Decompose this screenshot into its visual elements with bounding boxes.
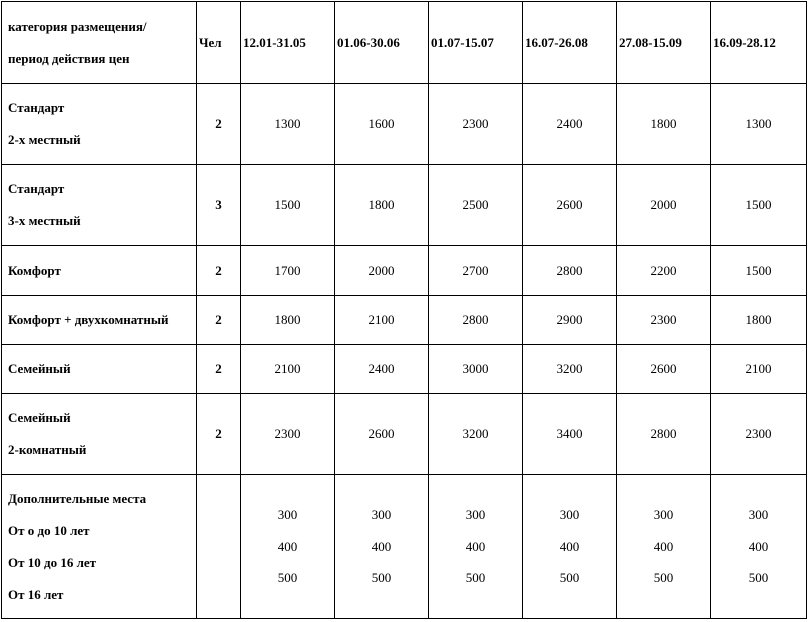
- price-cell: 2500: [429, 165, 523, 246]
- room-category-line1: Комфорт + двухкомнатный: [8, 312, 169, 327]
- extra-price-value: 400: [371, 538, 392, 554]
- extra-price-cell: [241, 475, 335, 619]
- price-cell: 2100: [241, 345, 335, 394]
- price-cell: 1700: [241, 246, 335, 296]
- header-period: 01.06-30.06: [335, 2, 429, 84]
- extra-price-value: 300: [465, 507, 486, 523]
- price-cell: 1300: [241, 84, 335, 165]
- extra-price-cell: [617, 475, 711, 619]
- extra-price-value: 300: [559, 507, 580, 523]
- price-cell: 2400: [335, 345, 429, 394]
- header-period: 16.07-26.08: [523, 2, 617, 84]
- price-cell: 2300: [617, 296, 711, 345]
- price-cell: 2400: [523, 84, 617, 165]
- extra-places-category: [2, 475, 197, 619]
- extra-price-value: 400: [277, 538, 298, 554]
- header-period: 12.01-31.05: [241, 2, 335, 84]
- extra-price-cell: [523, 475, 617, 619]
- persons-cell: 2: [197, 84, 241, 165]
- price-cell: 2200: [617, 246, 711, 296]
- price-cell: 2900: [523, 296, 617, 345]
- price-cell: 1600: [335, 84, 429, 165]
- extra-price-value: 500: [277, 570, 298, 586]
- price-cell: 2300: [429, 84, 523, 165]
- persons-cell-empty: [197, 475, 241, 619]
- extra-price-value: 500: [748, 570, 769, 586]
- price-cell: 2300: [241, 394, 335, 475]
- header-period: 27.08-15.09: [617, 2, 711, 84]
- header-persons: Чел: [197, 2, 241, 84]
- extra-price-value: 300: [277, 507, 298, 523]
- price-cell: 3400: [523, 394, 617, 475]
- extra-price-value: 400: [748, 538, 769, 554]
- extra-price-value: 400: [465, 538, 486, 554]
- price-cell: 2600: [523, 165, 617, 246]
- persons-cell: 2: [197, 345, 241, 394]
- price-cell: 2100: [711, 345, 807, 394]
- room-category: [2, 394, 197, 475]
- extra-price-value: 300: [371, 507, 392, 523]
- table-row: [2, 345, 807, 394]
- price-cell: 1800: [241, 296, 335, 345]
- header-row: [2, 2, 807, 84]
- header-category: [2, 2, 197, 84]
- extra-price-cell: [429, 475, 523, 619]
- price-cell: 1800: [335, 165, 429, 246]
- price-cell: 3200: [523, 345, 617, 394]
- price-table: [1, 1, 807, 619]
- extra-price-value: 300: [748, 507, 769, 523]
- table-row: [2, 246, 807, 296]
- extra-price-value: 400: [653, 538, 674, 554]
- price-cell: 1800: [711, 296, 807, 345]
- room-category-line1: Стандарт: [8, 181, 65, 196]
- table-row: [2, 394, 807, 475]
- room-category: [2, 345, 197, 394]
- price-cell: 3200: [429, 394, 523, 475]
- extra-price-value: 300: [653, 507, 674, 523]
- persons-cell: 2: [197, 246, 241, 296]
- room-category-line2: 2-комнатный: [8, 442, 87, 457]
- price-cell: 2000: [335, 246, 429, 296]
- extra-price-value: 500: [653, 570, 674, 586]
- table-row: [2, 84, 807, 165]
- table-row: [2, 296, 807, 345]
- persons-cell: 2: [197, 394, 241, 475]
- price-cell: 2300: [711, 394, 807, 475]
- room-category-line1: Семейный: [8, 361, 71, 376]
- header-period: 16.09-28.12: [711, 2, 807, 84]
- extra-price-value: 500: [465, 570, 486, 586]
- room-category-line2: 2-х местный: [8, 132, 81, 147]
- price-cell: 2800: [523, 246, 617, 296]
- price-cell: 2100: [335, 296, 429, 345]
- price-cell: 3000: [429, 345, 523, 394]
- age-group-label: От о до 10 лет: [8, 522, 90, 538]
- header-category-line2: период действия цен: [8, 50, 130, 66]
- header-period: 01.07-15.07: [429, 2, 523, 84]
- price-cell: 2800: [429, 296, 523, 345]
- extra-price-cell: [711, 475, 807, 619]
- price-cell: 1800: [617, 84, 711, 165]
- age-group-label: От 16 лет: [8, 586, 64, 602]
- room-category: [2, 84, 197, 165]
- room-category-line1: Семейный: [8, 410, 71, 425]
- age-group-label: От 10 до 16 лет: [8, 554, 97, 570]
- price-cell: 2000: [617, 165, 711, 246]
- price-cell: 2800: [617, 394, 711, 475]
- persons-cell: 3: [197, 165, 241, 246]
- price-cell: 2600: [617, 345, 711, 394]
- price-cell: 2700: [429, 246, 523, 296]
- room-category: [2, 296, 197, 345]
- table-row: [2, 165, 807, 246]
- room-category: [2, 246, 197, 296]
- room-category-line1: Стандарт: [8, 100, 65, 115]
- extra-price-value: 500: [371, 570, 392, 586]
- persons-cell: 2: [197, 296, 241, 345]
- room-category: [2, 165, 197, 246]
- extra-places-title: Дополнительные места: [8, 490, 147, 506]
- price-cell: 1500: [711, 165, 807, 246]
- room-category-line2: 3-х местный: [8, 213, 81, 228]
- price-cell: 1500: [711, 246, 807, 296]
- header-category-line1: категория размещения/: [8, 18, 147, 34]
- extra-price-cell: [335, 475, 429, 619]
- extra-price-value: 400: [559, 538, 580, 554]
- price-cell: 1500: [241, 165, 335, 246]
- price-cell: 1300: [711, 84, 807, 165]
- extra-price-value: 500: [559, 570, 580, 586]
- room-category-line1: Комфорт: [8, 262, 61, 278]
- extra-places-row: [2, 475, 807, 619]
- price-cell: 2600: [335, 394, 429, 475]
